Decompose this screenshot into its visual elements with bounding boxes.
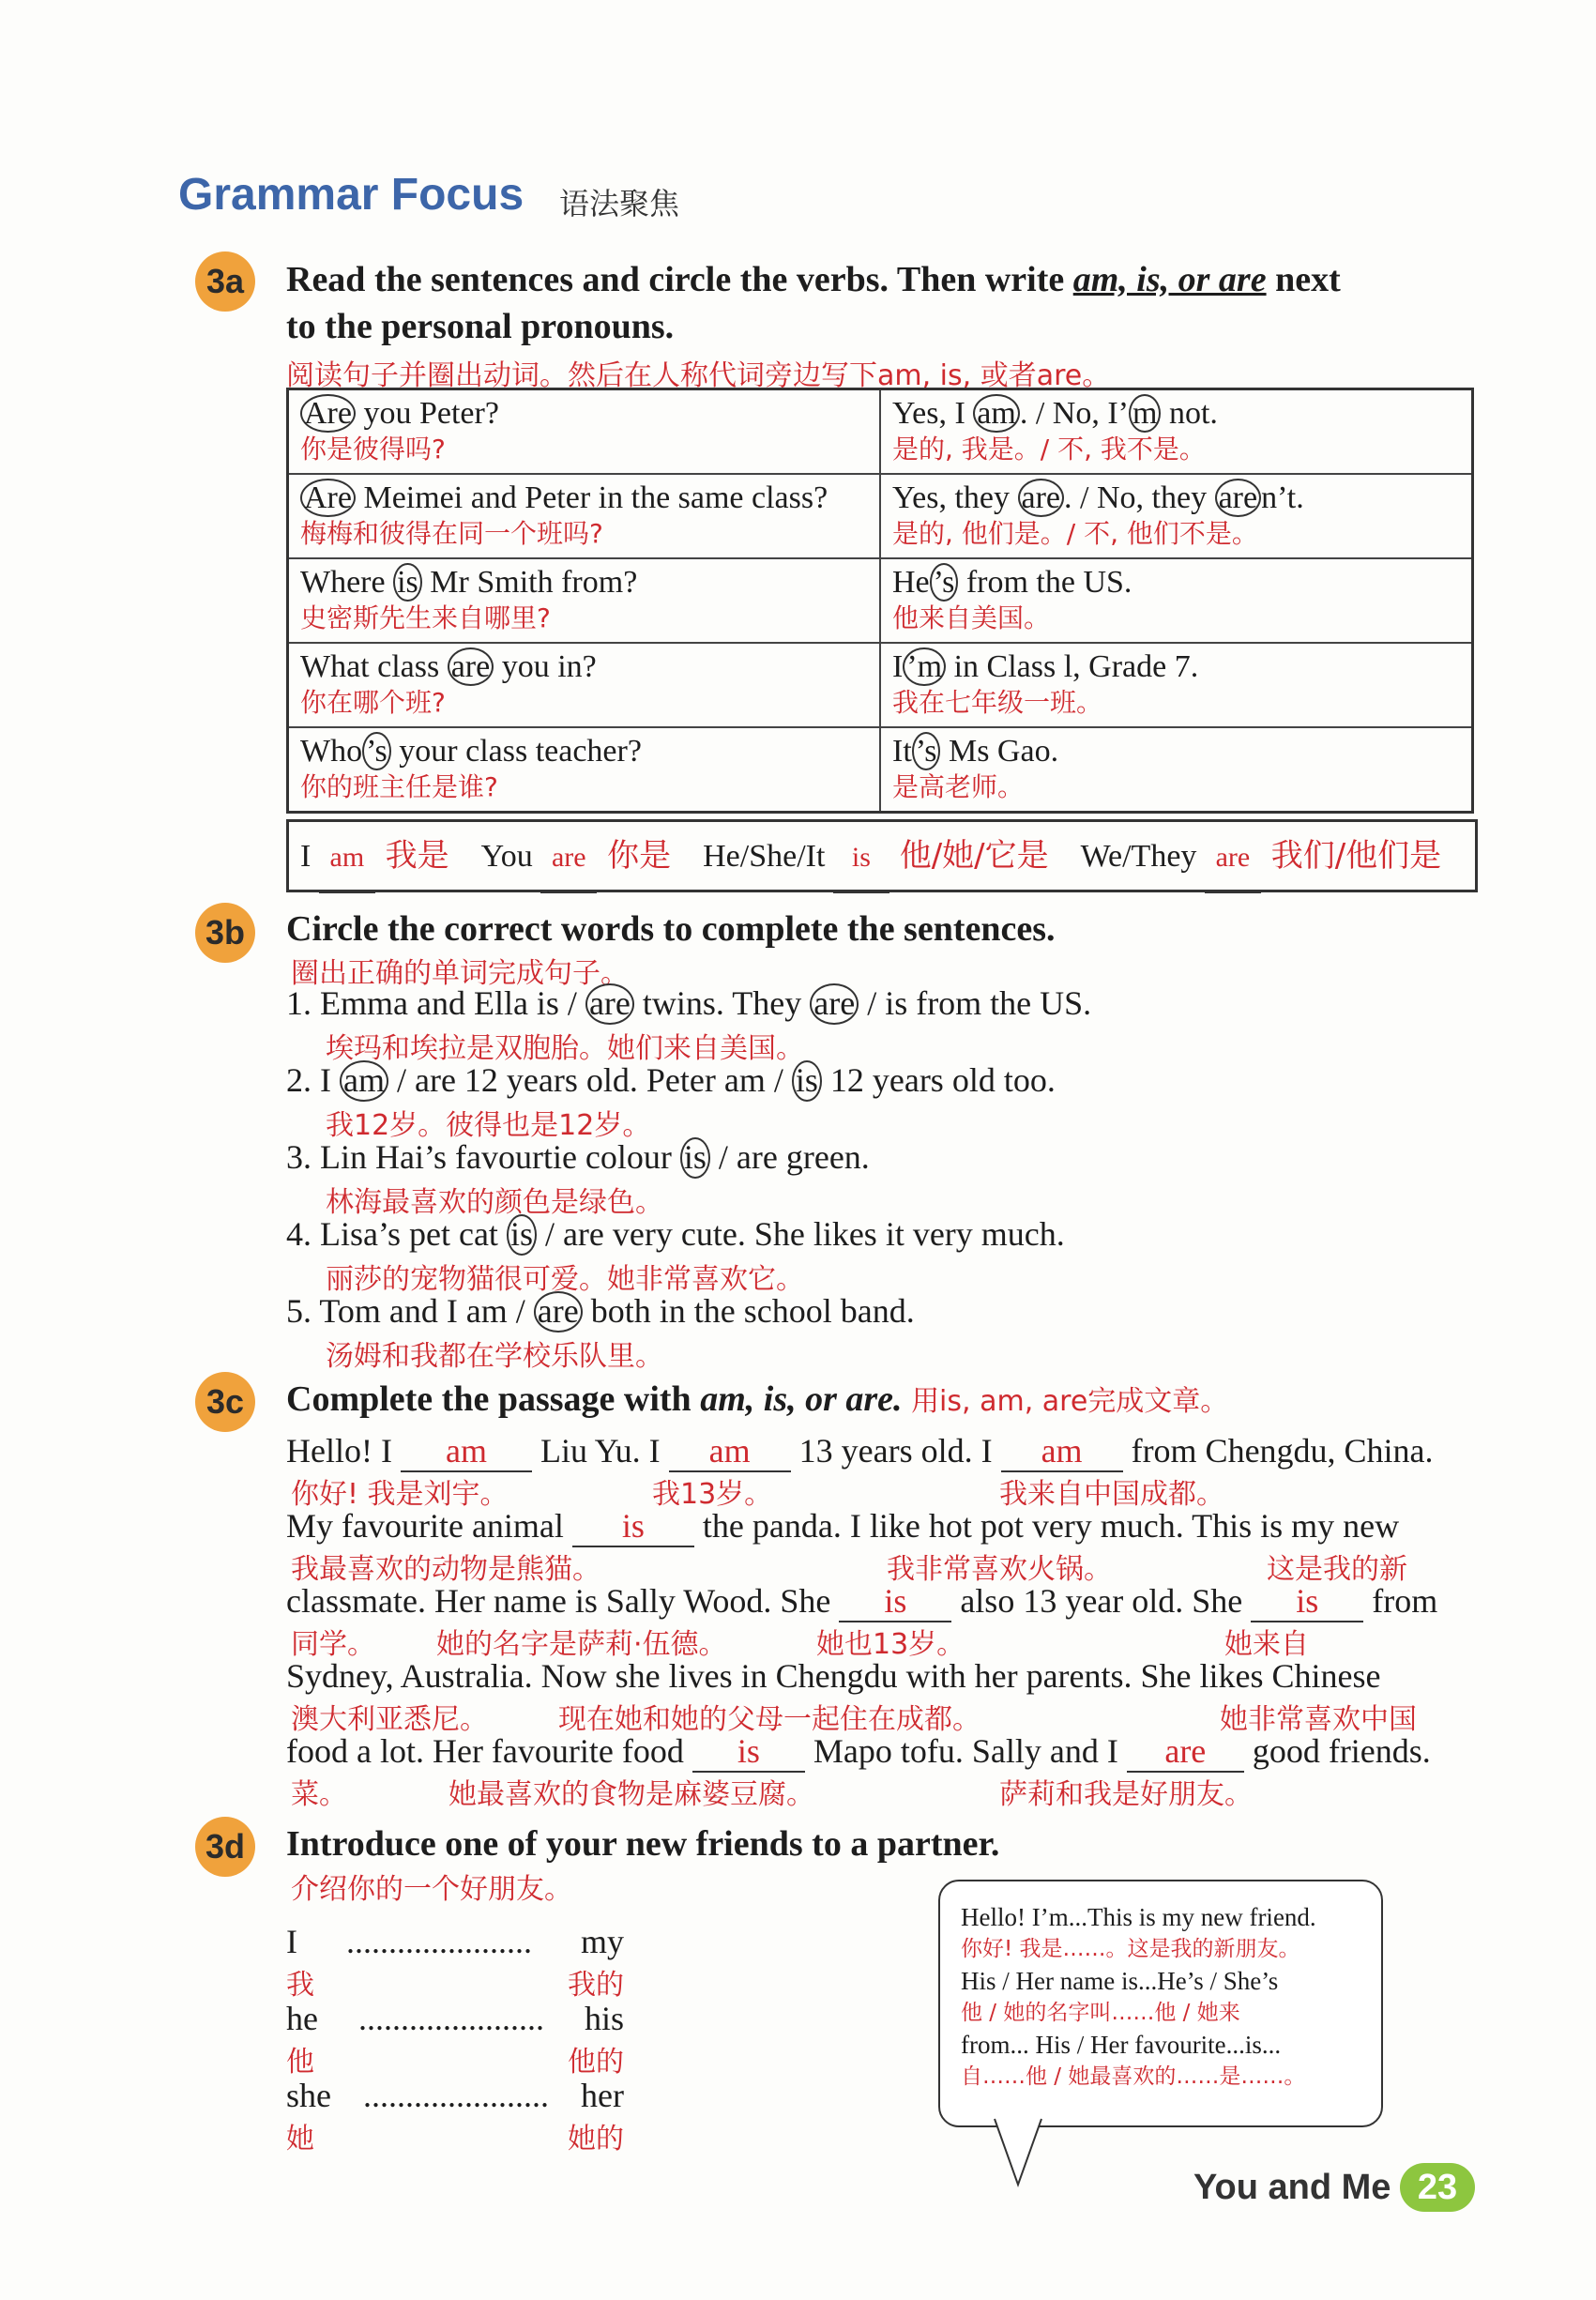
unit-title: You and Me (1193, 2168, 1391, 2207)
circled-answer: are (810, 983, 859, 1025)
item-text: twins. They (633, 984, 811, 1022)
answer-post: from the US. (958, 565, 1132, 600)
passage-cn-2c: 这是我的新 (1267, 1553, 1407, 1586)
pronoun-answer: are (1205, 824, 1261, 893)
passage-cn-2a: 我最喜欢的动物是熊猫。 (291, 1553, 600, 1586)
passage-cn-2b: 我非常喜欢火锅。 (887, 1553, 1112, 1586)
answer-pre: Yes, they (892, 480, 1018, 515)
table-row (288, 643, 1473, 727)
item-number: 2. (286, 1061, 320, 1099)
question-post: you in? (494, 649, 597, 684)
pair-possessive: my (580, 1923, 624, 1960)
pronoun-group (481, 839, 671, 874)
bubble-en: Hello! I’m...This is my new friend. (961, 1903, 1316, 1931)
question-en (300, 732, 868, 770)
question-post: your class teacher? (390, 734, 642, 769)
pronoun-cn: 你是 (597, 837, 672, 875)
blank-8[interactable]: are (1127, 1731, 1244, 1773)
answer-post: n’t. (1261, 480, 1304, 515)
pronoun-pair (286, 2076, 624, 2115)
pronoun-pair (286, 1922, 624, 1961)
answer-post: not. (1161, 396, 1218, 431)
passage-line-2: My favourite animal is the panda. I like hot pot very much. This is my new (286, 1506, 1478, 1547)
answer-post: in Class l, Grade 7. (946, 649, 1199, 684)
pronoun-pairs (286, 1922, 624, 2153)
circled-answer: is (792, 1060, 822, 1102)
passage-cn-4a: 澳大利亚悉尼。 (291, 1703, 488, 1736)
item-text: Lin Hai’s favourtie colour (320, 1138, 680, 1176)
item-text: / are green. (709, 1138, 870, 1176)
pair-cn (286, 2115, 624, 2153)
bubble-cn: 他 / 她的名字叫……他 / 她来 (961, 2001, 1240, 2025)
blank-1[interactable]: am (401, 1431, 532, 1472)
item-text: I (320, 1061, 340, 1099)
exercise-item (286, 983, 1468, 1025)
answer-cell (880, 558, 1473, 643)
blank-3[interactable]: am (1001, 1431, 1123, 1472)
item-number: 5. (286, 1292, 320, 1330)
pair-subject: I (286, 1923, 297, 1960)
answer-pre: It (892, 734, 912, 769)
bubble-en: from... His / Her favourite...is... (961, 2031, 1282, 2059)
table-row (288, 389, 1473, 475)
pronoun: He/She/It (703, 839, 833, 874)
pair-subject: he (286, 2000, 318, 2037)
item-cn: 我12岁。彼得也是12岁。 (326, 1109, 651, 1142)
exercise-3b-list (286, 983, 1468, 1373)
exercise-item (286, 1214, 1468, 1256)
passage-cn-4c: 她非常喜欢中国 (1220, 1703, 1417, 1736)
pronoun-cn: 我们/他们是 (1260, 837, 1442, 875)
pair-subject: she (286, 2077, 331, 2114)
section-title: Grammar Focus (178, 170, 524, 220)
circled-verb: am (973, 394, 1020, 433)
passage-cn-1b: 我13岁。 (652, 1478, 773, 1511)
section-title-cn: 语法聚焦 (559, 186, 680, 221)
heading-3c: Complete the passage with am, is, or are. 用is, am, are完成文章。 (286, 1379, 1229, 1419)
item-text: / are 12 years old. Peter am / (388, 1061, 792, 1099)
answer-cell (880, 389, 1473, 475)
passage-line-5: food a lot. Her favourite food is Mapo tofu. Sally and I are good friends. (286, 1731, 1478, 1773)
question-post: you Peter? (355, 396, 499, 431)
circled-answer: is (507, 1214, 537, 1256)
blank-4[interactable]: is (572, 1506, 694, 1547)
speech-bubble (938, 1880, 1383, 2127)
circled-verb: ’s (362, 732, 391, 770)
page-number: 23 (1400, 2163, 1475, 2212)
heading-3a-line1: Read the sentences and circle the verbs. Then write am, is, or are next (286, 260, 1341, 299)
instruction-3d-cn: 介绍你的一个好朋友。 (291, 1873, 572, 1906)
question-en (300, 479, 868, 517)
circled-verb: are (1215, 479, 1262, 517)
passage-line-3: classmate. Her name is Sally Wood. She is also 13 year old. She is from (286, 1581, 1478, 1622)
exercise-item (286, 1137, 1468, 1179)
question-cell (288, 643, 881, 727)
pair-possessive-cn: 我的 (568, 1969, 624, 2002)
pair-possessive-cn: 他的 (568, 2046, 624, 2079)
heading-3a-line2: to the personal pronouns. (286, 307, 675, 346)
pronoun: I (300, 839, 319, 874)
pronoun-box (286, 819, 1478, 892)
circled-verb: are (448, 647, 494, 686)
question-en (300, 563, 868, 602)
answer-mid: . / No, they (1064, 480, 1215, 515)
badge-3b: 3b (195, 903, 255, 963)
bubble-cn: 自……他 / 她最喜欢的……是……。 (961, 2064, 1306, 2089)
question-pre: Who (300, 734, 363, 769)
pronoun-group (703, 839, 1049, 874)
answer-cn: 是高老师。 (892, 771, 1025, 803)
pronoun-answer: am (319, 824, 375, 893)
pronoun-answer: are (540, 824, 597, 893)
answer-en (892, 647, 1460, 686)
circled-verb: are (1018, 479, 1065, 517)
pair-cn (286, 1961, 624, 2002)
item-text: / are very cute. She likes it very much. (536, 1215, 1065, 1253)
answer-pre: He (892, 565, 930, 600)
item-number: 4. (286, 1215, 320, 1253)
exercise-item (286, 1060, 1468, 1102)
item-text: / is from the US. (859, 984, 1092, 1022)
badge-3c: 3c (195, 1372, 255, 1432)
passage-cn-3c: 她也13岁。 (816, 1628, 965, 1661)
item-text: Tom and I am / (319, 1292, 534, 1330)
circled-verb: ’m (903, 647, 946, 686)
passage-cn-5c: 萨莉和我是好朋友。 (999, 1778, 1253, 1811)
pair-cn (286, 2038, 624, 2079)
item-cn: 汤姆和我都在学校乐队里。 (326, 1340, 663, 1373)
passage-cn-3b: 她的名字是萨莉·伍德。 (436, 1628, 727, 1661)
pronoun-answer: is (833, 824, 889, 893)
answer-post: Ms Gao. (940, 734, 1059, 769)
pair-possessive: his (584, 2000, 624, 2037)
passage-cn-5a: 菜。 (291, 1778, 347, 1811)
circled-verb: is (393, 563, 422, 602)
item-text: Emma and Ella is / (320, 984, 585, 1022)
answer-cn: 是的, 他们是。/ 不, 他们不是。 (892, 518, 1258, 550)
circled-answer: am (340, 1060, 388, 1102)
item-cn: 丽莎的宠物猫很可爱。她非常喜欢它。 (326, 1263, 804, 1296)
bubble-cn: 你好! 我是……。这是我的新朋友。 (961, 1937, 1300, 1961)
circled-answer: are (534, 1291, 583, 1333)
pronoun-group (1081, 839, 1442, 874)
item-number: 1. (286, 984, 320, 1022)
passage-line-1: Hello! I am Liu Yu. I am 13 years old. I am from Chengdu, China. (286, 1431, 1478, 1472)
passage-cn-5b: 她最喜欢的食物是麻婆豆腐。 (448, 1778, 814, 1811)
table-row (288, 727, 1473, 813)
pair-dots: ...................... (363, 2077, 550, 2114)
circled-answer: is (680, 1137, 710, 1179)
instruction-3b-cn: 圈出正确的单词完成句子。 (291, 957, 629, 990)
question-cell (288, 389, 881, 475)
passage-cn-3a: 同学。 (291, 1628, 375, 1661)
item-text: 12 years old too. (821, 1061, 1056, 1099)
question-en (300, 647, 868, 686)
circled-verb: Are (300, 479, 356, 517)
answer-cn: 他来自美国。 (892, 602, 1051, 634)
question-cn: 你是彼得吗? (300, 434, 446, 465)
pair-dots: ...................... (357, 2000, 544, 2037)
badge-3d: 3d (195, 1817, 255, 1877)
pronoun-group (300, 839, 449, 874)
question-en (300, 394, 868, 433)
pair-subject-cn: 我 (286, 1969, 314, 2002)
passage-cn-4b: 现在她和她的父母一起住在成都。 (558, 1703, 980, 1736)
answer-cn: 我在七年级一班。 (892, 687, 1103, 719)
bubble-en: His / Her name is...He’s / She’s (961, 1967, 1279, 1995)
item-text: Lisa’s pet cat (320, 1215, 507, 1253)
pronoun-cn: 他/她/它是 (889, 837, 1049, 875)
answer-cell (880, 474, 1473, 558)
answer-cell (880, 727, 1473, 813)
item-text: both in the school band. (582, 1292, 915, 1330)
answer-pre: Yes, I (892, 396, 974, 431)
question-pre: Where (300, 565, 394, 600)
table-row (288, 558, 1473, 643)
question-cn: 史密斯先生来自哪里? (300, 602, 551, 634)
circled-answer: are (585, 983, 634, 1025)
answer-en (892, 479, 1460, 517)
heading-3b: Circle the correct words to complete the sentences. (286, 909, 1056, 949)
circled-verb: Are (300, 394, 356, 433)
answer-cn: 是的, 我是。/ 不, 我不是。 (892, 434, 1206, 465)
question-post: Meimei and Peter in the same class? (355, 480, 828, 515)
passage-cn-1a: 你好! 我是刘宇。 (291, 1478, 509, 1511)
question-cn: 你在哪个班? (300, 687, 446, 719)
blank-7[interactable]: is (692, 1731, 805, 1773)
grammar-table (286, 388, 1474, 814)
pair-possessive-cn: 她的 (568, 2123, 624, 2155)
answer-cell (880, 643, 1473, 727)
pair-dots: ...................... (345, 1923, 532, 1960)
speech-bubble-tail (976, 2117, 1060, 2192)
badge-3a: 3a (195, 251, 255, 312)
table-row (288, 474, 1473, 558)
blank-5[interactable]: is (839, 1581, 951, 1622)
exercise-item (286, 1291, 1468, 1333)
circled-verb: ’s (930, 563, 959, 602)
pair-subject-cn: 他 (286, 2046, 314, 2079)
passage-cn-1c: 我来自中国成都。 (999, 1478, 1224, 1511)
instruction-3a-cn: 阅读句子并圈出动词。然后在人称代词旁边写下am, is, 或者are。 (286, 359, 1111, 392)
pronoun-pair (286, 1999, 624, 2038)
answer-en (892, 563, 1460, 602)
item-cn: 林海最喜欢的颜色是绿色。 (326, 1186, 663, 1219)
pronoun: You (480, 839, 541, 874)
question-cn: 你的班主任是谁? (300, 771, 498, 803)
answer-pre: I (892, 649, 904, 684)
blank-6[interactable]: is (1251, 1581, 1363, 1622)
question-cell (288, 727, 881, 813)
answer-en (892, 732, 1460, 770)
circled-verb: ’s (912, 732, 941, 770)
passage-cn-3d: 她来自 (1224, 1628, 1309, 1661)
question-cell (288, 558, 881, 643)
item-number: 3. (286, 1138, 320, 1176)
blank-2[interactable]: am (669, 1431, 791, 1472)
pair-possessive: her (581, 2077, 624, 2114)
question-post: Mr Smith from? (421, 565, 638, 600)
pronoun-cn: 我是 (374, 837, 449, 875)
pronoun: We/They (1080, 839, 1205, 874)
circled-verb: m (1129, 394, 1161, 433)
answer-mid: . / No, I’ (1019, 396, 1129, 431)
pair-subject-cn: 她 (286, 2123, 314, 2155)
question-cn: 梅梅和彼得在同一个班吗? (300, 518, 603, 550)
heading-3d: Introduce one of your new friends to a partner. (286, 1824, 1000, 1864)
passage-line-4: Sydney, Australia. Now she lives in Chengdu with her parents. She likes Chinese (286, 1657, 1381, 1695)
question-pre: What class (300, 649, 448, 684)
question-cell (288, 474, 881, 558)
answer-en (892, 394, 1460, 433)
item-cn: 埃玛和埃拉是双胞胎。她们来自美国。 (326, 1032, 804, 1065)
